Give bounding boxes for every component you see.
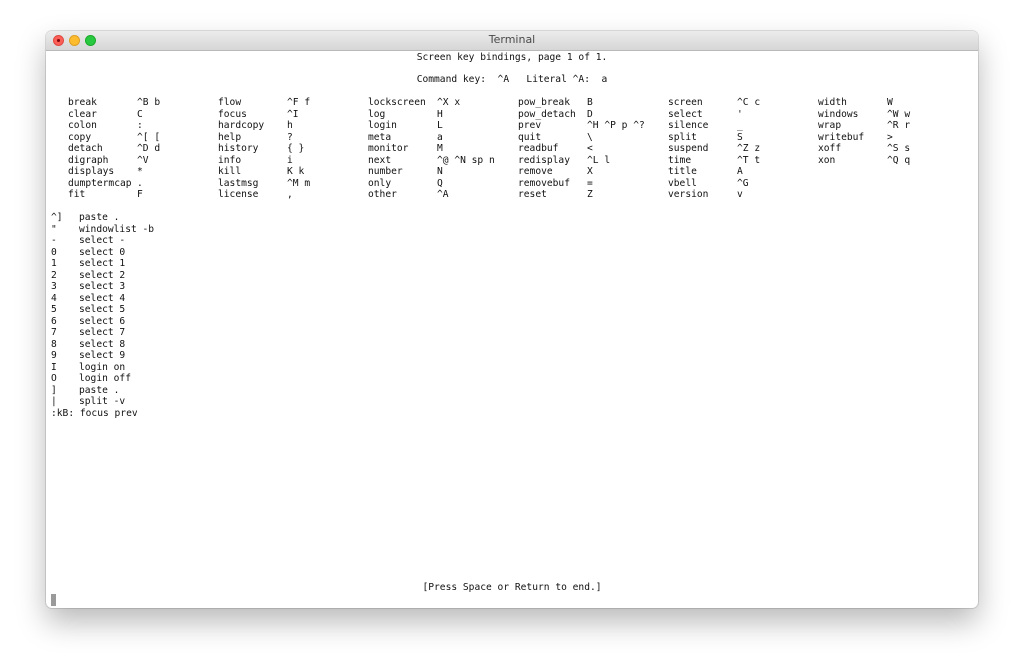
binding-command: copy (68, 131, 92, 143)
binding-key: ^A (437, 189, 449, 200)
binding-command: pow_detach (518, 108, 576, 120)
command-key-line: Command key: ^A Literal ^A: a (416, 74, 608, 85)
binding-command: writebuf (818, 131, 865, 143)
custom-binding-key: 0 (51, 246, 57, 258)
custom-binding-command: select 3 (79, 281, 126, 292)
binding-command: only (368, 177, 392, 189)
binding-command: fit (68, 189, 86, 200)
binding-command: remove (518, 166, 553, 177)
binding-command: windows (818, 108, 859, 120)
custom-binding-key: - (51, 235, 57, 246)
binding-key: a (437, 131, 443, 143)
binding-command: xoff (818, 143, 842, 154)
binding-command: license (218, 189, 259, 200)
binding-key: X (587, 166, 593, 177)
custom-binding-key: O (51, 373, 57, 384)
binding-command: colon (68, 120, 97, 131)
binding-command: lockscreen (368, 97, 426, 108)
binding-key: h (287, 120, 293, 131)
binding-command: quit (518, 131, 542, 143)
binding-key: ^Q q (887, 154, 911, 166)
custom-binding-key: 4 (51, 292, 57, 304)
binding-command: lastmsg (218, 177, 259, 189)
binding-command: meta (368, 131, 392, 143)
custom-binding-command: select - (79, 235, 126, 246)
binding-key: L (437, 120, 443, 131)
binding-command: next (368, 154, 392, 166)
binding-command: suspend (668, 143, 709, 154)
binding-command: readbuf (518, 143, 559, 154)
custom-binding-command: select 5 (79, 304, 126, 315)
custom-binding-command: paste . (79, 384, 120, 396)
binding-key: ^X x (437, 97, 461, 108)
binding-key: ^V (137, 154, 149, 166)
binding-key: i (287, 154, 293, 166)
custom-binding-key: 5 (51, 304, 57, 315)
binding-command: clear (68, 108, 97, 120)
binding-key: ^B b (137, 97, 161, 108)
binding-command: number (368, 166, 403, 177)
binding-key: ^H ^P p ^? (587, 120, 645, 131)
custom-binding-key: 2 (51, 269, 57, 281)
binding-command: kill (218, 166, 242, 177)
binding-key: Z (587, 189, 593, 200)
custom-binding-key: " (51, 223, 57, 235)
binding-key: . (137, 177, 143, 189)
binding-key: ^F f (287, 97, 311, 108)
custom-binding-key: 6 (51, 315, 57, 327)
binding-command: help (218, 131, 242, 143)
binding-key: < (587, 143, 593, 154)
custom-binding-key: 9 (51, 350, 57, 361)
binding-key: ^I (287, 108, 299, 120)
binding-key: B (587, 97, 593, 108)
binding-command: log (368, 108, 386, 120)
binding-key: = (587, 177, 593, 189)
title-bar[interactable] (46, 31, 978, 51)
binding-command: width (818, 97, 847, 108)
binding-command: silence (668, 120, 709, 131)
binding-command: vbell (668, 177, 697, 189)
custom-binding-command: select 2 (79, 269, 126, 281)
binding-command: screen (668, 97, 703, 108)
binding-key: ^G (737, 177, 749, 189)
binding-command: info (218, 154, 242, 166)
binding-command: flow (218, 97, 242, 108)
binding-key: ^L l (587, 154, 611, 166)
binding-key: ^M m (287, 177, 311, 189)
custom-binding-command: select 8 (79, 338, 126, 350)
custom-binding-command: split -v (79, 396, 126, 407)
custom-binding-command: login off (79, 373, 131, 384)
binding-key: , (287, 189, 293, 200)
binding-key: S (737, 131, 743, 143)
footer-prompt: [Press Space or Return to end.] (422, 582, 602, 593)
binding-command: focus (218, 108, 247, 120)
custom-binding-key: 8 (51, 338, 57, 350)
custom-binding-command: select 1 (79, 258, 126, 269)
binding-key: \ (587, 131, 593, 143)
binding-key: ^T t (737, 154, 761, 166)
binding-key: ^R r (887, 120, 911, 131)
binding-command: reset (518, 189, 547, 200)
binding-key: ^W w (887, 108, 911, 120)
custom-binding-command: login on (79, 361, 126, 373)
binding-key: _ (737, 120, 743, 131)
binding-command: removebuf (518, 177, 570, 189)
window-title: Terminal (488, 33, 536, 46)
help-header: Screen key bindings, page 1 of 1. (416, 52, 608, 63)
binding-command: digraph (68, 154, 109, 166)
binding-key: ^@ ^N sp n (437, 154, 495, 166)
binding-key: K k (287, 166, 305, 177)
custom-binding-command: windowlist -b (79, 223, 155, 235)
binding-key: M (437, 143, 443, 154)
binding-command: displays (68, 166, 115, 177)
binding-command: version (668, 189, 709, 200)
custom-binding-command: select 4 (79, 292, 126, 304)
custom-binding-key: | (51, 396, 57, 407)
binding-key: ^D d (137, 143, 161, 154)
binding-key: Q (437, 177, 443, 189)
binding-command: select (668, 108, 703, 120)
binding-key: ? (287, 131, 293, 143)
binding-key: ^S s (887, 143, 911, 154)
binding-command: time (668, 154, 692, 166)
binding-key: A (737, 166, 743, 177)
binding-command: detach (68, 143, 103, 154)
binding-key: W (887, 97, 893, 108)
binding-command: split (668, 131, 697, 143)
custom-binding-key: 3 (51, 281, 57, 292)
binding-key: { } (287, 143, 305, 154)
custom-binding-command: select 0 (79, 246, 126, 258)
binding-key: ' (737, 108, 743, 120)
binding-key: * (137, 166, 143, 177)
binding-key: C (137, 108, 143, 120)
binding-key: : (137, 120, 143, 131)
binding-command: monitor (368, 143, 409, 154)
binding-command: prev (518, 120, 542, 131)
custom-binding-key: ^] (51, 212, 63, 223)
custom-binding-key: I (51, 361, 57, 373)
custom-binding-command: select 7 (79, 327, 126, 338)
custom-binding-key: 1 (51, 258, 57, 269)
binding-key: D (587, 108, 593, 120)
binding-command: other (368, 189, 397, 200)
binding-command: redisplay (518, 154, 570, 166)
binding-key: N (437, 166, 443, 177)
binding-key: v (737, 189, 743, 200)
binding-command: hardcopy (218, 120, 265, 131)
custom-binding-command: select 9 (79, 350, 126, 361)
binding-command: xon (818, 154, 836, 166)
binding-command: wrap (818, 120, 842, 131)
binding-command: break (68, 97, 97, 108)
custom-binding-key: 7 (51, 327, 57, 338)
custom-binding-command: paste . (79, 212, 120, 223)
binding-command: title (668, 166, 697, 177)
binding-key: ^[ [ (137, 131, 161, 143)
binding-command: dumptermcap (68, 177, 132, 189)
custom-binding-command: select 6 (79, 315, 126, 327)
binding-key: ^C c (737, 97, 761, 108)
kb-binding-line: :kB: focus prev (51, 408, 138, 419)
binding-key: > (887, 131, 893, 143)
binding-command: history (218, 143, 259, 154)
binding-command: pow_break (518, 97, 570, 108)
binding-key: F (137, 189, 143, 200)
terminal-window[interactable] (46, 31, 978, 608)
binding-key: H (437, 108, 443, 120)
binding-key: ^Z z (737, 143, 761, 154)
binding-command: login (368, 120, 397, 131)
custom-binding-key: ] (51, 384, 57, 396)
terminal-content[interactable] (46, 51, 978, 608)
text-cursor (51, 594, 56, 606)
